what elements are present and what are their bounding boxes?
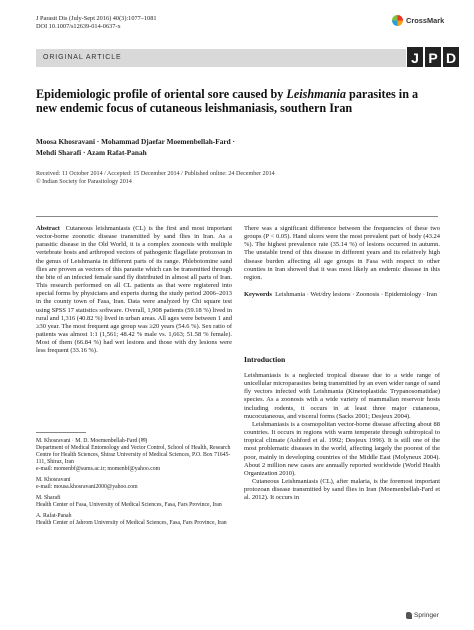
footnote-email[interactable]: e-mail: momenbf@sums.ac.ir; momenbf@yahoo.com: [36, 466, 161, 473]
divider: [36, 216, 438, 217]
journal-logo-letter: P: [425, 47, 441, 67]
keywords-text: Leishmania · Wet/dry lesions · Zoonosis · Epidemiology · Iran: [275, 291, 438, 299]
crossmark-label: CrossMark: [406, 16, 445, 25]
abstract-label: Abstract: [36, 225, 60, 232]
introduction-heading: Introduction: [244, 355, 286, 364]
footnote-author: M. Khosravani: [36, 477, 71, 484]
abstract-continued: There was a significant difference between the frequencies of these two groups (P < 0.05). Hand ulcers were the most prevalent part of body (43.24 %). The highest prevalence rate (35.14 %) of lesions occurred in autumn. The unstable trend of this disease in different years and its relatively high disease burden affecting all age groups in Fasa with respect to other counties in Iran showed that it was most likely an endemic disease in this region.: [244, 225, 440, 281]
journal-citation: J Parasit Dis (July-Sept 2016) 40(3):1077–1081: [36, 15, 157, 22]
footnotes: [36, 438, 232, 528]
title-genus: Leishmania: [286, 87, 346, 101]
footnote-affiliation: Health Center of Fasa, University of Medical Sciences, Fasa, Fars Province, Iran: [36, 502, 222, 509]
doi-text: DOI 10.1007/s12639-014-0637-x: [36, 23, 121, 31]
right-column: [244, 225, 440, 299]
introduction-paragraph: Leishmaniasis is a neglected tropical disease due to a wide range of unicellular microparasites being transmitted by an even wider range of sand fly vectors infected with Leishmania (Kinetoplastida: Trypanosomatidae) species. As a zoonosis with a wide variety of mammalian reservoir hosts including rodents, it occurs in at least three major cutaneous, mucocutaneous, and visceral forms (Sacks 2001; Desjeux 2004).: [244, 372, 440, 420]
article-type-label: ORIGINAL ARTICLE: [43, 54, 122, 61]
crossmark-icon: [392, 15, 403, 26]
abstract-paragraph: [36, 225, 232, 356]
publication-dates: [36, 171, 436, 187]
crossmark-badge[interactable]: [392, 15, 444, 26]
article-title: Epidemiologic profile of oriental sore caused by Leishmania parasites in a new endemic focus of cutaneous leishmaniasis, southern Iran: [36, 87, 419, 116]
journal-logo: [407, 47, 459, 67]
history-dates: Received: 11 October 2014 / Accepted: 15 December 2014 / Published online: 24 December 2014: [36, 171, 275, 177]
springer-horse-icon: [406, 612, 412, 619]
left-column: [36, 225, 232, 356]
footnote-author: M. Sharafi: [36, 495, 61, 502]
footnote-affiliation: Department of Medical Entomology and Vector Control, School of Health, Research Centre for Health Sciences, Shiraz University of Medical Sciences, P.O. Box 71645-111, Shiraz, Iran: [36, 445, 231, 466]
abstract-text: Cutaneous leishmaniasis (CL) is the first and most important vector-borne zoonotic disease transmitted by sand flies in Iran. As a parasitic disease in the Old World, it is a complex zoonosis with multiple vertebrate hosts and arthropod vectors of pathogenic flagellate protozoan in the genus of Leishmania in different parts of its range. Phlebotomine sand flies are proven as vectors of this parasite which can be transmitted through the bite of an infected female sand fly distributed in almost all parts of Iran. This research performed on all CL patients as that were registered into special forms by physicians and experts during the study period 2006–2013 in the county town of Fasa, Iran. Data were analyzed by Chi square test using SPSS 17 statistics software. Overall, 1,908 patients (59.18 %) lived in rural and 1,316 (40.82 %) lived in urban areas. All ages were between 1 and ≥30 year. The most frequent age group was ≥20 years (54.6 %). Sex ratio of patients was almost 1:1 (1,561; 48.42 % male vs. 1,663; 51.58 % female). Most of them (66.84 %) had wet lesions and those with dry lesions were less frequent (33.16 %).: [36, 225, 232, 355]
journal-logo-letter: D: [443, 47, 459, 67]
footnote-corresponding-authors: M. Khosravani · M. D. Moemenbellah-Fard (✉): [36, 438, 148, 444]
footnote-author: A. Rafat-Panah: [36, 513, 72, 520]
publisher-logo: [406, 612, 439, 619]
keywords-label: Keywords: [244, 291, 272, 299]
footnote-divider: [36, 432, 86, 433]
introduction-paragraph: Leishmaniasis is a cosmopolitan vector-borne disease affecting about 88 countries. It occurs in regions with warm temperate through subtropical to tropical climate (Ashford et al. 1992; Desjeux 1996). It is still one of the most problematic diseases in the world, affecting largely the poorest of the poor, mainly in developing countries of the Middle East (Molyneux 2004). About 2 million new cases are annually reported worldwide (World Health Organization 2010).: [244, 420, 440, 477]
authors-line-1: Moosa Khosravani · Mohammad Djaefar Moemenbellah-Fard ·: [36, 137, 235, 146]
journal-logo-letter: J: [407, 47, 423, 67]
footnote-affiliation: Health Center of Jahrom University of Medical Sciences, Fasa, Fars Province, Iran: [36, 520, 227, 527]
author-list: [36, 136, 436, 158]
keywords-line: [244, 291, 440, 299]
introduction-body: [244, 372, 440, 503]
footnote-email[interactable]: e-mail: mousa.khosravani2000@yahoo.com: [36, 484, 138, 491]
authors-line-2: Mehdi Sharafi · Azam Rafat-Panah: [36, 148, 147, 157]
publisher-name: Springer: [414, 612, 439, 619]
copyright-notice: © Indian Society for Parasitology 2014: [36, 178, 132, 185]
journal-header: [36, 15, 157, 31]
introduction-paragraph: Cutaneous Leishmaniasis (CL), after malaria, is the foremost important protozoan disease transmitted by sand flies in Iran (Moemenbellah-Fard et al. 2012). It occurs in: [244, 478, 440, 502]
